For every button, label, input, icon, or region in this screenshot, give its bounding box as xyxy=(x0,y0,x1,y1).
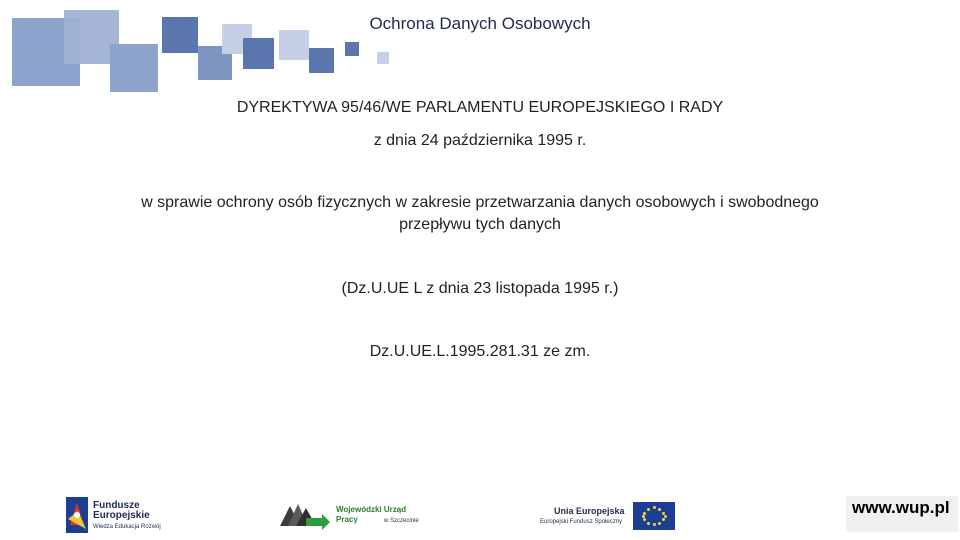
eu-label-1: Unia Europejska xyxy=(554,506,625,516)
directive-subject-line2: przepływu tych danych xyxy=(399,216,561,233)
deco-square xyxy=(377,52,389,64)
page-title: Ochrona Danych Osobowych xyxy=(369,14,591,33)
deco-square xyxy=(345,42,359,56)
eu-label-2: Europejski Fundusz Społeczny xyxy=(540,519,623,525)
wup-label-1: Wojewódzki Urząd Pracy xyxy=(336,505,407,524)
journal-citation: Dz.U.UE.L.1995.281.31 ze zm. xyxy=(369,343,591,360)
directive-date: z dnia 24 października 1995 r. xyxy=(373,132,587,149)
wup-emblem-icon xyxy=(280,500,330,530)
fundusze-label-2: Europejskie xyxy=(93,510,150,521)
fundusze-label-1: Fundusze xyxy=(93,500,140,511)
deco-square xyxy=(243,38,274,69)
fundusze-europejskie-logo xyxy=(66,495,176,535)
fundusze-emblem-icon xyxy=(66,497,88,533)
wup-label-2: w Szczecinie xyxy=(384,518,419,524)
deco-square xyxy=(279,30,309,60)
journal-reference: (Dz.U.UE L z dnia 23 listopada 1995 r.) xyxy=(341,280,619,297)
website-link[interactable] xyxy=(846,496,958,532)
website-text[interactable]: www.wup.pl xyxy=(852,498,950,517)
eu-logo xyxy=(538,495,638,535)
directive-title: DYREKTYWA 95/46/WE PARLAMENTU EUROPEJSKIEGO I RADY xyxy=(236,99,724,116)
eu-flag-icon xyxy=(633,502,675,530)
deco-square xyxy=(309,48,334,73)
deco-square xyxy=(162,17,198,53)
deco-square xyxy=(110,44,158,92)
fundusze-label-3: Wiedza Edukacja Rozwój xyxy=(93,524,161,530)
wup-logo xyxy=(280,495,430,535)
directive-subject-line1: w sprawie ochrony osób fizycznych w zakresie przetwarzania danych osobowych i swobodnego xyxy=(141,194,819,211)
